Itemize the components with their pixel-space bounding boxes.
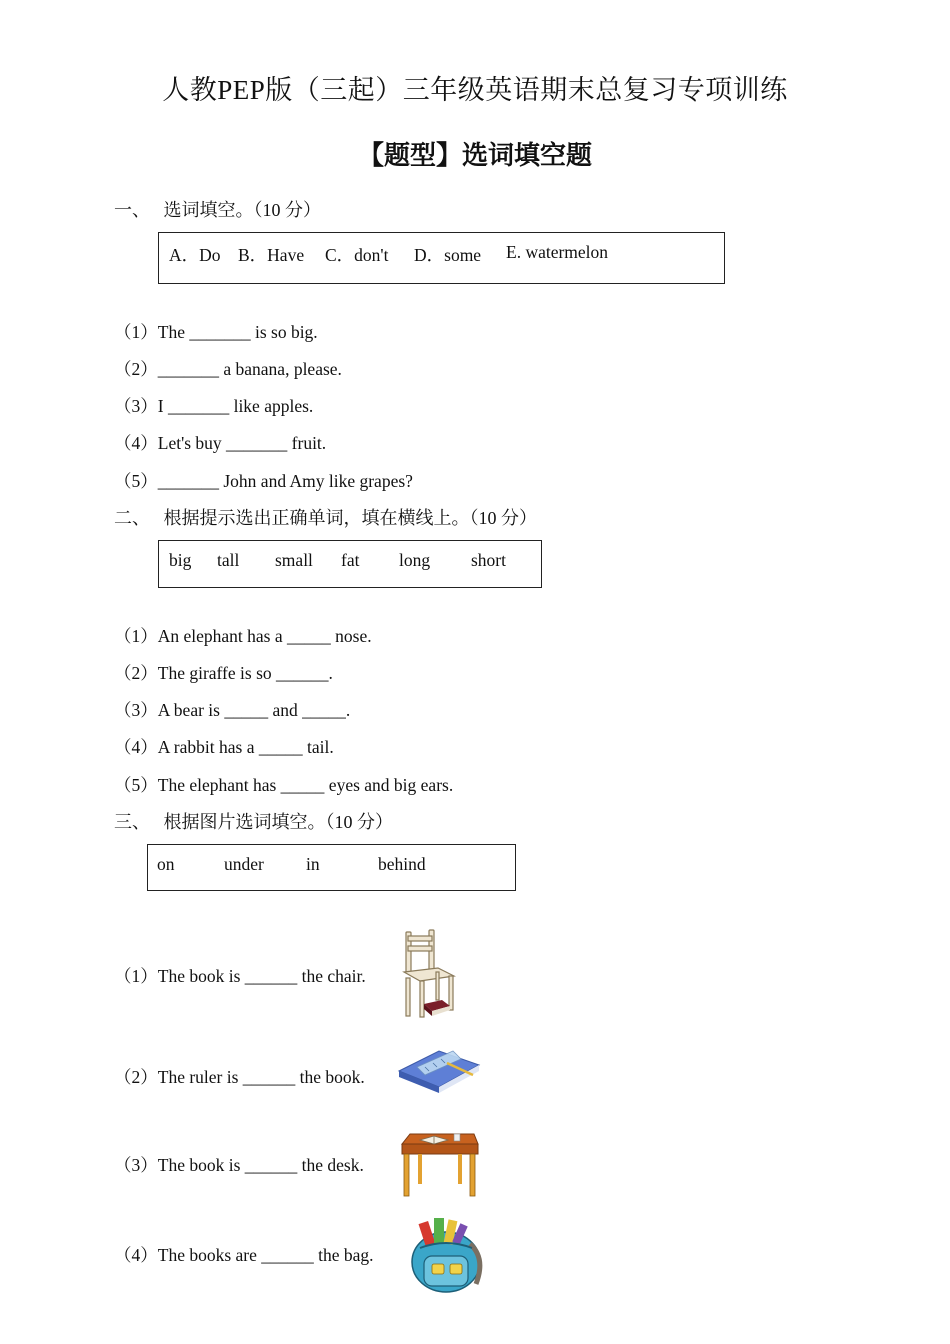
bag-picture	[404, 1214, 488, 1294]
word-option: C．don't	[325, 245, 389, 265]
book-ruler-picture	[395, 1045, 483, 1095]
page-title: 人教PEP版（三起）三年级英语期末总复习专项训练	[162, 75, 788, 105]
page-subtitle: 【题型】选词填空题	[357, 141, 592, 171]
word-option: under	[224, 854, 264, 874]
word-option: in	[306, 854, 320, 874]
section2-word-box	[158, 540, 542, 588]
word-option: E. watermelon	[506, 242, 609, 262]
word-option: D．some	[414, 245, 482, 265]
question-line: （5）_______ John and Amy like grapes?	[114, 471, 413, 491]
question-line: （1）An elephant has a _____ nose.	[114, 626, 372, 646]
word-option: short	[471, 550, 506, 570]
question-line: （4）Let's buy _______ fruit.	[114, 433, 327, 453]
section1-word-box	[158, 232, 725, 284]
section1-heading: 一、 选词填空。（10 分）	[114, 200, 321, 220]
word-option: long	[399, 550, 431, 570]
chair-picture	[398, 928, 460, 1020]
question-line: （2）_______ a banana, please.	[114, 359, 342, 379]
book-icon	[424, 1000, 450, 1016]
question-line: （3）The book is ______ the desk.	[114, 1155, 364, 1175]
section3-heading: 三、 根据图片选词填空。（10 分）	[114, 812, 393, 832]
word-option: small	[275, 550, 313, 570]
question-line: （2）The giraffe is so ______.	[114, 663, 333, 683]
question-line: （3）A bear is _____ and _____.	[114, 700, 351, 720]
question-line: （4）A rabbit has a _____ tail.	[114, 737, 334, 757]
question-line: （1）The book is ______ the chair.	[114, 966, 366, 986]
desk-picture	[398, 1128, 480, 1198]
word-option: B．Have	[238, 245, 305, 265]
word-option: A．Do	[169, 245, 221, 265]
question-line: （4）The books are ______ the bag.	[114, 1245, 374, 1265]
word-option: behind	[378, 854, 426, 874]
word-option: fat	[341, 550, 360, 570]
section3-word-box	[147, 844, 516, 891]
word-option: on	[157, 854, 175, 874]
question-line: （3）I _______ like apples.	[114, 396, 314, 416]
question-line: （5）The elephant has _____ eyes and big ears.	[114, 775, 454, 795]
question-line: （1）The _______ is so big.	[114, 322, 318, 342]
section2-heading: 二、 根据提示选出正确单词，填在横线上。（10 分）	[114, 508, 537, 528]
word-option: big	[169, 550, 192, 570]
word-option: tall	[217, 550, 240, 570]
question-line: （2）The ruler is ______ the book.	[114, 1067, 365, 1087]
